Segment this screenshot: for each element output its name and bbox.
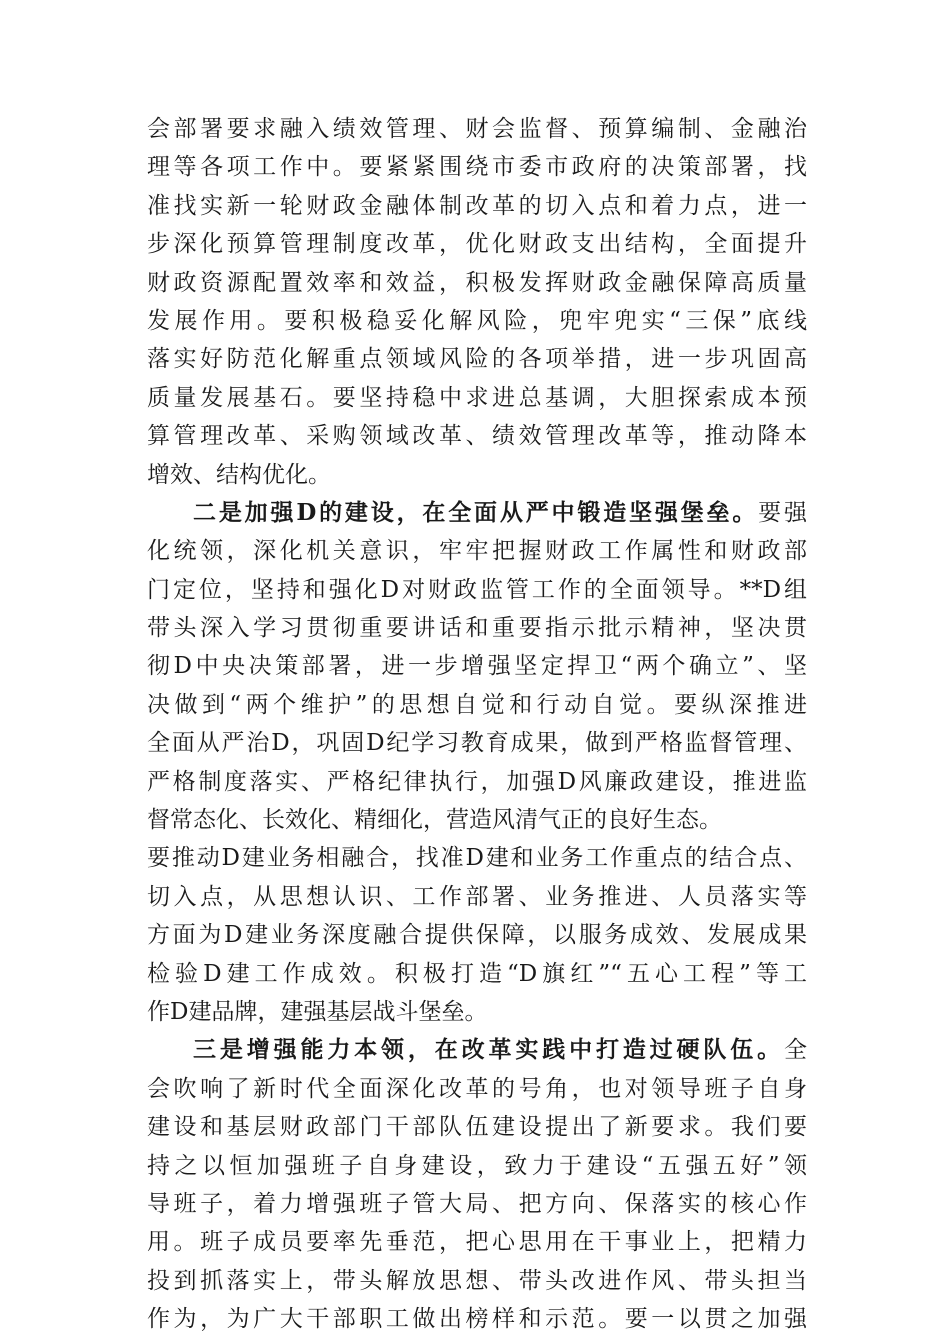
document-body: [147, 110, 807, 1339]
text-line: 理等各项工作中。要紧紧围绕市委市政府的决策部署，找: [147, 154, 807, 181]
text-line: 步深化预算管理制度改革，优化财政支出结构，全面提升: [147, 231, 807, 258]
text-line: 建设和基层财政部门干部队伍建设提出了新要求。我们要: [147, 1114, 807, 1141]
text-line: 检验D建工作成效。积极打造“D旗红”“五心工程”等工: [147, 960, 807, 987]
text-line: 用。班子成员要率先垂范，把心思用在干事业上，把精力: [147, 1229, 807, 1256]
text-run: 全: [784, 1037, 807, 1064]
text-line: 化统领，深化机关意识，牢牢把握财政工作属性和财政部: [147, 538, 807, 565]
section-heading: 二是加强D的建设，在全面从严中锻造坚强堡垒。: [193, 498, 759, 526]
text-line: 督常态化、长效化、精细化，营造风清气正的良好生态。: [147, 807, 722, 834]
text-line: 质量发展基石。要坚持稳中求进总基调，大胆探索成本预: [147, 384, 807, 411]
text-line: 决做到“两个维护”的思想自觉和行动自觉。要纵深推进: [147, 691, 807, 718]
paragraph-3: [147, 1031, 807, 1338]
text-line: 导班子，着力增强班子管大局、把方向、保落实的核心作: [147, 1190, 807, 1217]
text-line: 门定位，坚持和强化D对财政监管工作的全面领导。**D组: [147, 576, 807, 603]
text-line: 彻D中央决策部署，进一步增强坚定捍卫“两个确立”、坚: [147, 653, 807, 680]
section-heading: 三是增强能力本领，在改革实践中打造过硬队伍。: [193, 1036, 784, 1064]
text-line: 投到抓落实上，带头解放思想、带头改进作风、带头担当: [147, 1267, 807, 1294]
text-line: 全面从严治D，巩固D纪学习教育成果，做到严格监督管理、: [147, 730, 807, 757]
text-line: 切入点，从思想认识、工作部署、业务推进、人员落实等: [147, 883, 807, 910]
paragraph-2: [147, 494, 807, 1031]
text-line: 财政资源配置效率和效益，积极发挥财政金融保障高质量: [147, 269, 807, 296]
text-run: 要强: [758, 499, 807, 526]
text-line: 会部署要求融入绩效管理、财会监督、预算编制、金融治: [147, 116, 807, 142]
paragraph-first-line: [147, 1031, 807, 1069]
text-line: 方面为D建业务深度融合提供保障，以服务成效、发展成果: [147, 922, 807, 949]
text-line: 算管理改革、采购领域改革、绩效管理改革等，推动降本: [147, 423, 807, 450]
paragraph-first-line: [147, 494, 807, 532]
text-line: 持之以恒加强班子自身建设，致力于建设“五强五好”领: [147, 1152, 807, 1179]
text-line: 增效、结构优化。: [147, 461, 331, 488]
text-line: 带头深入学习贯彻重要讲话和重要指示批示精神，坚决贯: [147, 615, 807, 642]
text-line: 会吹响了新时代全面深化改革的号角，也对领导班子自身: [147, 1075, 807, 1102]
text-line: 落实好防范化解重点领域风险的各项举措，进一步巩固高: [147, 346, 807, 373]
text-line: 严格制度落实、严格纪律执行，加强D风廉政建设，推进监: [147, 768, 807, 795]
text-line: 作D建品牌，建强基层战斗堡垒。: [147, 998, 488, 1025]
text-line: 作为，为广大干部职工做出榜样和示范。要一以贯之加强: [147, 1306, 807, 1333]
paragraph-1: [147, 110, 807, 494]
text-line: 准找实新一轮财政金融体制改革的切入点和着力点，进一: [147, 192, 807, 219]
text-line: 发展作用。要积极稳妥化解风险，兜牢兜实“三保”底线: [147, 307, 807, 334]
text-line: 要推动D建业务相融合，找准D建和业务工作重点的结合点、: [147, 845, 807, 872]
